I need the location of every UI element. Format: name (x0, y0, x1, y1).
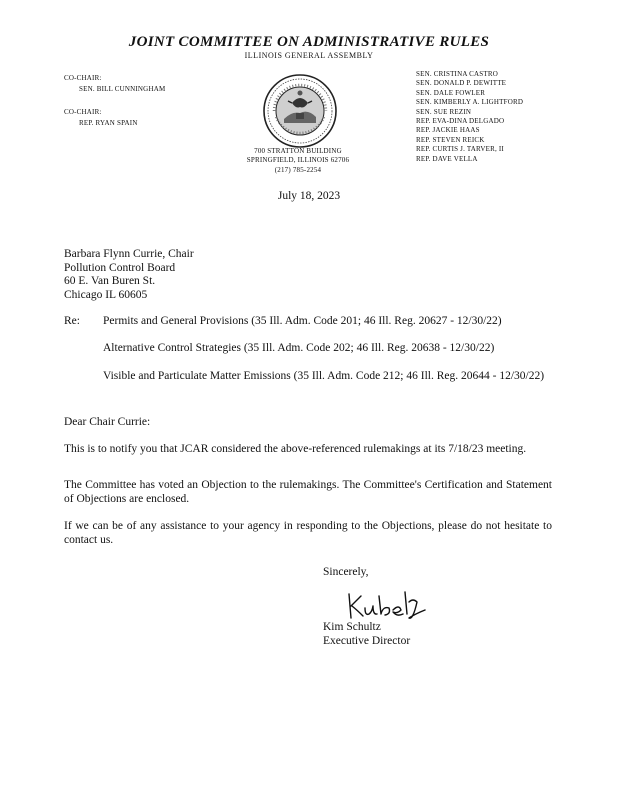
member-name: REP. STEVEN REICK (416, 135, 485, 144)
member-name: REP. CURTIS J. TARVER, II (416, 145, 504, 154)
re-item: Visible and Particulate Matter Emissions (35 Ill. Adm. Code 212; 46 Ill. Reg. 20644 - 12/30/22) (103, 370, 545, 382)
body-paragraph: If we can be of any assistance to your agency in responding to the Objections, please do not hesitate to contact us. (64, 520, 552, 546)
assembly-subtitle: ILLINOIS GENERAL ASSEMBLY (244, 51, 374, 60)
body-paragraph: The Committee has voted an Objection to the rulemakings. The Committee's Certification and Statement of Objections are enclosed. (64, 479, 552, 505)
co-chair-label-2: CO-CHAIR: (64, 108, 102, 116)
re-label: Re: (64, 315, 80, 327)
re-item: Permits and General Provisions (35 Ill. Adm. Code 201; 46 Ill. Reg. 20627 - 12/30/22) (103, 315, 502, 327)
committee-title: JOINT COMMITTEE ON ADMINISTRATIVE RULES (128, 34, 490, 50)
co-chair-name-2: REP. RYAN SPAIN (79, 119, 138, 127)
member-name: SEN. CRISTINA CASTRO (416, 70, 498, 78)
recipient-street: 60 E. Van Buren St. (64, 275, 156, 287)
signature-icon (343, 584, 433, 624)
illinois-seal-icon (262, 73, 338, 149)
signer-name: Kim Schultz (323, 621, 381, 633)
member-name: SEN. DALE FOWLER (416, 88, 486, 97)
letter-date: July 18, 2023 (277, 190, 341, 202)
address-phone: (217) 785-2254 (274, 165, 322, 174)
recipient-city: Chicago IL 60605 (64, 288, 148, 301)
re-item: Alternative Control Strategies (35 Ill. Adm. Code 202; 46 Ill. Reg. 20638 - 12/30/22) (103, 342, 495, 354)
recipient-name: Barbara Flynn Currie, Chair (64, 248, 194, 260)
co-chair-label-1: CO-CHAIR: (64, 74, 102, 82)
member-name: REP. JACKIE HAAS (416, 126, 480, 135)
signer-title: Executive Director (323, 635, 411, 647)
member-name: SEN. DONALD P. DEWITTE (416, 79, 507, 88)
member-name: REP. DAVE VELLA (416, 154, 478, 163)
body-paragraph: This is to notify you that JCAR considered the above-referenced rulemakings at its 7/18/23 meeting. (64, 443, 527, 455)
recipient-org: Pollution Control Board (64, 261, 176, 274)
address-line: SPRINGFIELD, ILLINOIS 62706 (246, 156, 350, 165)
address-line: 700 STRATTON BUILDING (254, 147, 342, 155)
recipient-address (64, 248, 194, 302)
member-name: REP. EVA-DINA DELGADO (416, 117, 505, 126)
member-name: SEN. KIMBERLY A. LIGHTFORD (416, 98, 524, 107)
member-name: SEN. SUE REZIN (416, 107, 472, 116)
member-list (416, 70, 523, 164)
committee-address (218, 147, 378, 175)
closing: Sincerely, (323, 566, 369, 578)
salutation: Dear Chair Currie: (64, 416, 151, 428)
co-chair-name-1: SEN. BILL CUNNINGHAM (79, 85, 166, 93)
